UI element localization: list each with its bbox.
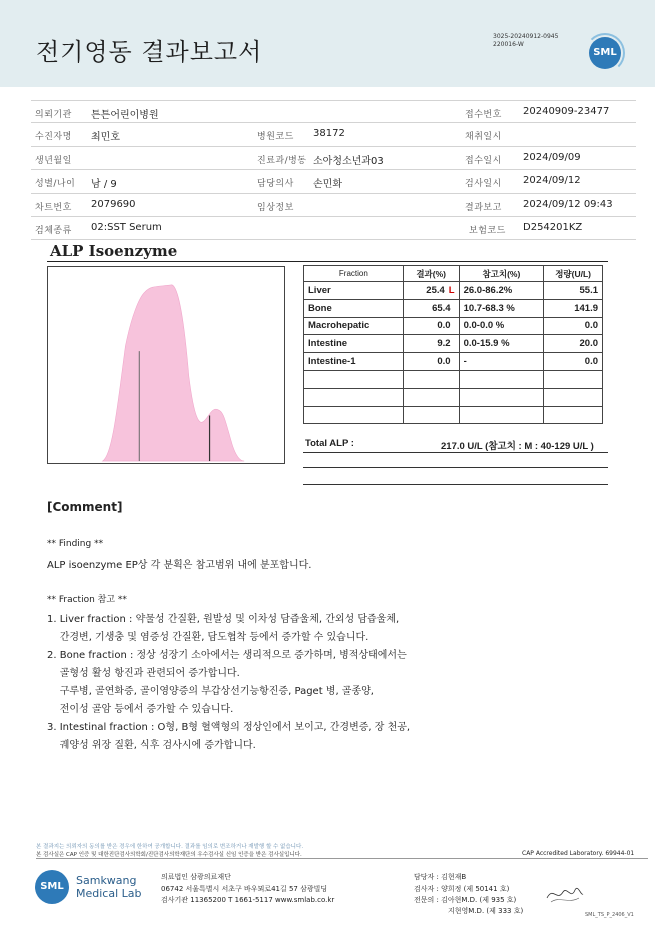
received-label: 접수일시 xyxy=(465,155,502,166)
comment-line: 2. Bone fraction : 정상 성장기 소아에서는 생리적으로 증가하며, 병적상태에서는 xyxy=(47,650,407,661)
divider xyxy=(303,484,608,485)
org-address: 06742 서울특별시 서초구 바우뫼로41길 57 삼광빌딩 xyxy=(161,885,328,893)
fraction-title: ** Fraction 참고 ** xyxy=(47,595,127,605)
sex-age-label: 성별/나이 xyxy=(35,179,76,190)
staff-line: 담당자 : 김현재B xyxy=(414,873,467,881)
divider xyxy=(303,467,608,468)
staff-line: 지현영M.D. (제 333 호) xyxy=(448,907,524,915)
hosp-code-label: 병원코드 xyxy=(257,132,294,143)
cap-accreditation: CAP Accredited Laboratory. 69944-01 xyxy=(522,850,635,857)
divider xyxy=(36,858,648,859)
densitogram-curve xyxy=(103,285,245,461)
table-header-row xyxy=(304,266,603,282)
reported-label: 결과보고 xyxy=(465,202,502,213)
comment-heading: [Comment] xyxy=(47,500,123,514)
densitogram xyxy=(48,267,284,463)
hospital-value: 튼튼어린이병원 xyxy=(91,110,159,121)
receipt-no-value: 20240909-23477 xyxy=(523,106,610,117)
collect-label: 채취일시 xyxy=(465,132,502,143)
birth-label: 생년월일 xyxy=(35,155,72,166)
org-name: 의료법인 삼광의료재단 xyxy=(161,873,231,881)
alp-title: ALP Isoenzyme xyxy=(50,242,178,260)
patient-info-table xyxy=(31,100,636,240)
tested-value: 2024/09/12 xyxy=(523,175,581,187)
chart-label: 차트번호 xyxy=(35,202,72,213)
dept-label: 진료과/병동 xyxy=(257,155,307,166)
info-row xyxy=(31,100,636,123)
hosp-code-value: 38172 xyxy=(313,128,345,140)
staff-line: 전문의 : 김아현M.D. (제 935 호) xyxy=(414,896,517,904)
receipt-no-label: 접수번호 xyxy=(465,110,502,120)
disclaimer-line: 본 결과지는 의뢰자의 동의를 받은 경우에 한하여 공개합니다. 결과를 임의로 변조하거나 재발행 할 수 없습니다. xyxy=(36,844,304,850)
info-row xyxy=(31,217,636,240)
table-row: Intestine 9.2 0.0-15.9 % 20.0 xyxy=(304,335,603,353)
specimen-label: 검체종류 xyxy=(35,225,72,236)
table-row: Liver 25.4 L 26.0-86.2% 55.1 xyxy=(304,282,603,300)
comment-line: 3. Intestinal fraction : O형, B형 혈액형의 정상인에서 보이고, 간경변증, 장 천공, xyxy=(47,722,411,733)
fraction-table xyxy=(303,265,603,424)
col-result: 결과(%) xyxy=(403,266,459,282)
low-flag: L xyxy=(448,284,455,296)
col-quant: 정량(U/L) xyxy=(544,266,603,282)
table-row-empty xyxy=(304,388,603,406)
table-row-empty xyxy=(304,406,603,424)
received-value: 2024/09/09 xyxy=(523,151,581,163)
info-row xyxy=(31,170,636,193)
comment-line: 1. Liver fraction : 약물성 간질환, 원발성 및 이차성 담즙울체, 간외성 담즙울체, xyxy=(47,614,400,625)
brand-name: Samkwang Medical Lab xyxy=(76,874,142,900)
total-alp-value: 217.0 U/L (참고치 : M : 40-129 U/L ) xyxy=(441,441,594,452)
finding-text: ALP isoenzyme EP상 각 분획은 참고범위 내에 분포합니다. xyxy=(47,560,312,571)
finding-title: ** Finding ** xyxy=(47,539,104,549)
staff-line: 검사자 : 양희정 (제 50141 호) xyxy=(414,885,510,893)
disclaimer-line: 본 검사실은 CAP 인증 및 대한진단검사의학회/진단검사의학재단의 우수검사실 신임 인증을 받은 검사실입니다. xyxy=(36,852,302,858)
sml-logo: SML xyxy=(589,37,621,69)
report-header xyxy=(0,0,655,87)
reported-value: 2024/09/12 09:43 xyxy=(523,198,613,210)
form-code: SML_TS_P_2406_V1 xyxy=(585,912,634,918)
table-row: Macrohepatic 0.0 0.0-0.0 % 0.0 xyxy=(304,317,603,335)
sml-footer-logo: SML xyxy=(35,870,69,904)
col-ref: 참고치(%) xyxy=(459,266,544,282)
comment-line: 구루병, 골연화증, 골이영양증의 부갑상선기능항진증, Paget 병, 골종양, xyxy=(47,686,374,697)
clinical-label: 임상정보 xyxy=(257,202,294,213)
info-row xyxy=(31,147,636,170)
table-row: Intestine-1 0.0 - 0.0 xyxy=(304,353,603,371)
comment-line: 전이성 골암 등에서 증가할 수 있습니다. xyxy=(47,704,234,715)
info-row xyxy=(31,123,636,146)
table-row: Bone 65.4 10.7-68.3 % 141.9 xyxy=(304,299,603,317)
doctor-label: 담당의사 xyxy=(257,179,294,190)
total-alp-label: Total ALP : xyxy=(305,438,354,449)
patient-label: 수진자명 xyxy=(35,132,72,143)
comment-line: 궤양성 위장 질환, 식후 검사시에 증가합니다. xyxy=(47,740,256,751)
chart-value: 2079690 xyxy=(91,198,136,210)
table-row-empty xyxy=(304,370,603,388)
electrophoresis-graph xyxy=(47,266,285,464)
comment-line: 간경변, 기생충 및 염증성 간질환, 담도협착 등에서 증가할 수 있습니다. xyxy=(47,632,369,643)
report-code: 3025-20240912-0945 220016-W xyxy=(493,33,559,48)
signature-image xyxy=(545,880,585,906)
insurance-value: D254201KZ xyxy=(523,221,583,233)
sex-age-value: 남 / 9 xyxy=(91,179,117,191)
page-title: 전기영동 결과보고서 xyxy=(36,38,263,66)
doctor-value: 손민화 xyxy=(313,179,342,191)
tested-label: 검사일시 xyxy=(465,179,502,190)
comment-line: 골형성 활성 항진과 관련되어 증가합니다. xyxy=(47,668,240,679)
insurance-label: 보험코드 xyxy=(469,225,506,236)
org-contact: 검사기관 11365200 T 1661-5117 www.smlab.co.kr xyxy=(161,896,335,904)
dept-value: 소아청소년과03 xyxy=(313,155,384,167)
info-row xyxy=(31,194,636,217)
divider xyxy=(47,261,608,262)
col-fraction: Fraction xyxy=(304,266,404,282)
hospital-label: 의뢰기관 xyxy=(35,110,72,120)
patient-value: 최민호 xyxy=(91,132,120,144)
specimen-value: 02:SST Serum xyxy=(91,221,162,233)
divider xyxy=(303,452,608,453)
